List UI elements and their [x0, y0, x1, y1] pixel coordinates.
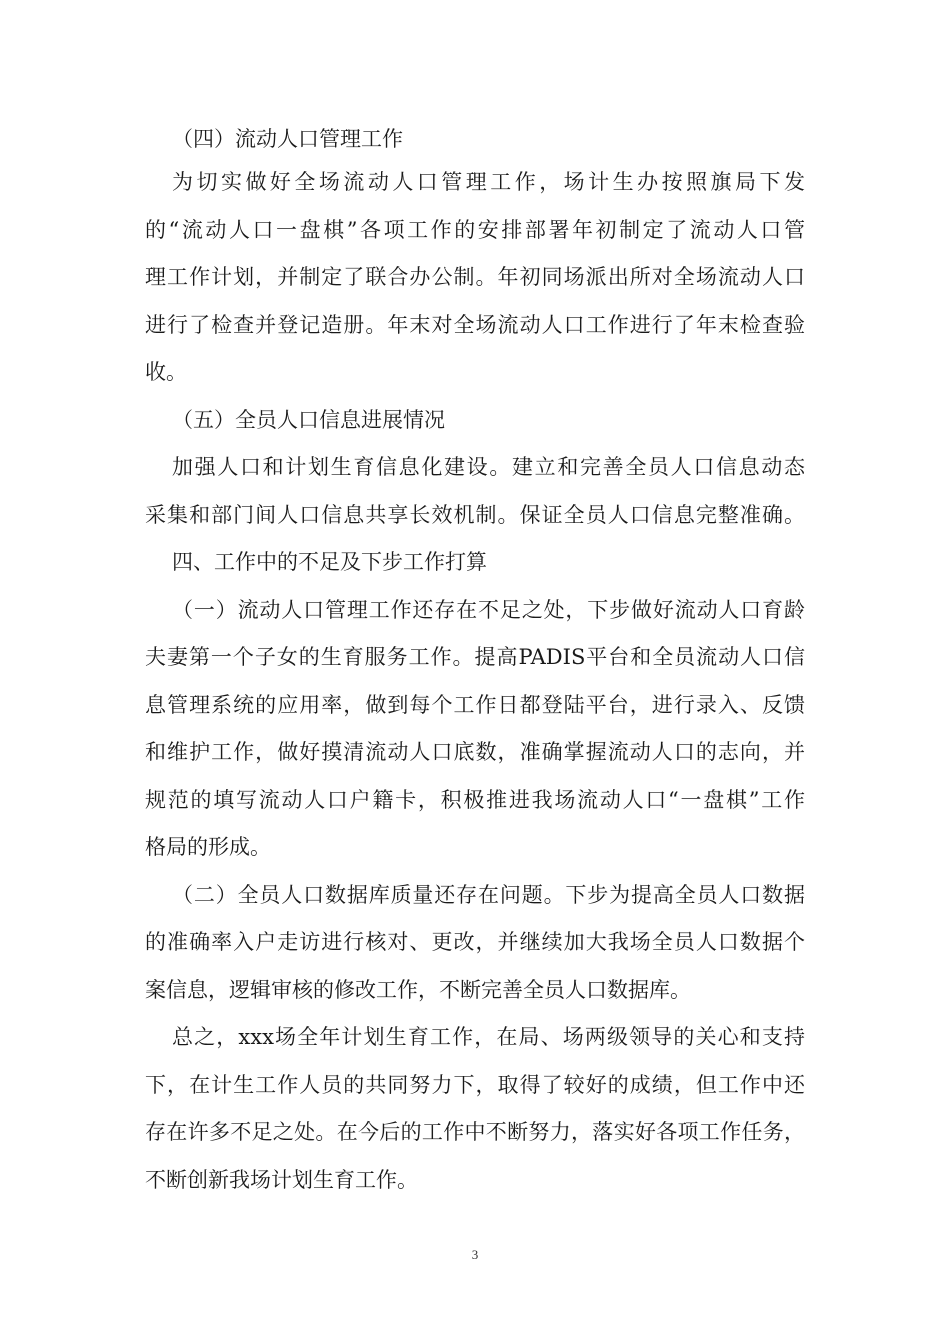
paragraph-line: 采集和部门间人口信息共享长效机制。保证全员人口信息完整准确。: [145, 503, 805, 527]
paragraph-line: 总之，xxx场全年计划生育工作，在局、场两级领导的关心和支持: [172, 1025, 805, 1049]
paragraph-line: 和维护工作，做好摸清流动人口底数，准确掌握流动人口的志向，并: [145, 740, 805, 764]
paragraph-line: 收。: [145, 360, 187, 384]
paragraph-line: 为切实做好全场流动人口管理工作，场计生办按照旗局下发: [172, 170, 805, 194]
section-heading: （四）流动人口管理工作: [172, 127, 403, 151]
page-number: 3: [471, 1247, 479, 1262]
paragraph-line: 的“流动人口一盘棋”各项工作的安排部署年初制定了流动人口管: [145, 218, 805, 242]
paragraph-line: 的准确率入户走访进行核对、更改，并继续加大我场全员人口数据个: [145, 930, 805, 954]
paragraph-line: 下，在计生工作人员的共同努力下，取得了较好的成绩，但工作中还: [145, 1073, 805, 1097]
section-heading: （五）全员人口信息进展情况: [172, 408, 445, 432]
paragraph-line: 规范的填写流动人口户籍卡，积极推进我场流动人口“一盘棋”工作: [145, 788, 805, 812]
paragraph-line: 不断创新我场计划生育工作。: [145, 1168, 418, 1192]
paragraph-line: （二）全员人口数据库质量还存在问题。下步为提高全员人口数据: [172, 883, 805, 907]
paragraph-line: 夫妻第一个子女的生育服务工作。提高PADIS平台和全员流动人口信: [145, 645, 805, 669]
paragraph-line: 进行了检查并登记造册。年末对全场流动人口工作进行了年末检查验: [145, 313, 805, 337]
section-heading: 四、工作中的不足及下步工作打算: [172, 550, 487, 574]
paragraph-line: 加强人口和计划生育信息化建设。建立和完善全员人口信息动态: [172, 455, 805, 479]
paragraph-line: （一）流动人口管理工作还存在不足之处，下步做好流动人口育龄: [172, 598, 805, 622]
paragraph-line: 息管理系统的应用率，做到每个工作日都登陆平台，进行录入、反馈: [145, 693, 805, 717]
paragraph-line: 理工作计划，并制定了联合办公制。年初同场派出所对全场流动人口: [145, 265, 805, 289]
paragraph-line: 格局的形成。: [145, 835, 271, 859]
paragraph-line: 案信息，逻辑审核的修改工作，不断完善全员人口数据库。: [145, 978, 691, 1002]
paragraph-line: 存在许多不足之处。在今后的工作中不断努力，落实好各项工作任务，: [145, 1120, 805, 1144]
